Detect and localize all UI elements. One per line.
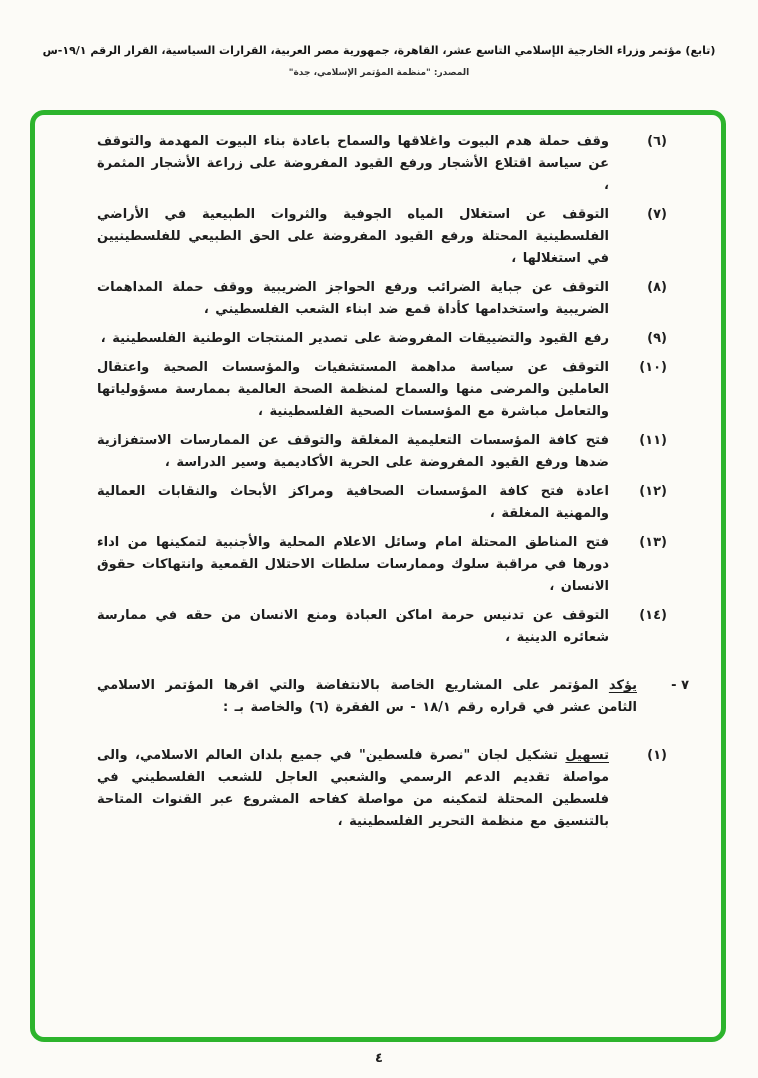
item-text: رفع القيود والتضييقات المفروضة على تصدير المنتجات الوطنية الفلسطينية ،	[100, 331, 609, 346]
item-text: التوقف عن جباية الضرائب ورفع الحواجز الضريبية ووقف حملة المداهمات الضريبية واستخدامها كأداة قمع ضد ابناء الشعب الفلسطيني ،	[97, 280, 609, 317]
item-number: (١٠)	[639, 360, 667, 375]
list-item	[97, 481, 667, 525]
item-number: (٨)	[647, 280, 667, 295]
item-number: (٦)	[647, 134, 667, 149]
list-item	[97, 328, 667, 350]
item-text: اعادة فتح كافة المؤسسات الصحافية ومراكز الأبحاث والنقابات العمالية والمهنية المغلقة ،	[97, 484, 609, 521]
sub-list-item	[97, 745, 667, 833]
list-item	[97, 532, 667, 598]
list-item	[97, 357, 667, 423]
document-source: المصدر: "منظمة المؤتمر الإسلامي، جدة"	[288, 68, 470, 78]
section-7	[97, 675, 689, 719]
section-number: ٧ -	[671, 678, 689, 693]
item-text	[97, 745, 609, 833]
item-number: (١)	[647, 748, 667, 763]
sub-rest: تشكيل لجان "نصرة فلسطين" في جميع بلدان العالم الاسلامي، والى مواصلة تقديم الدعم الرسمي والشعبي العاجل للشعب الفلسطيني في فلسطين المحتلة لتمكينه من مواصلة كفاحه المشروع عبر القنوات المتاحة بالتنسيق مع منظمة التحرير الفلسطينية ،	[97, 748, 609, 829]
list-item	[97, 430, 667, 474]
page-number: ٤	[375, 1051, 383, 1066]
item-text: وقف حملة هدم البيوت واغلاقها والسماح باعادة بناء البيوت المهدمة والتوقف عن سياسة اقتلاع الأشجار ورفع القيود المفروضة على زراعة الأشجار المثمرة ،	[97, 134, 609, 193]
list-item	[97, 131, 667, 197]
item-number: (١٣)	[639, 535, 667, 550]
item-number: (١١)	[639, 433, 667, 448]
item-text: التوقف عن استغلال المياه الجوفية والثروات الطبيعية في الأراضي الفلسطينية المحتلة ورفع القيود المفروضة على الحق الطبيعي للفلسطينيين في استغلالها ،	[97, 207, 609, 266]
item-text: فتح كافة المؤسسات التعليمية المغلقة والتوقف عن الممارسات الاستفزازية ضدها ورفع القيود المفروضة على الحرية الأكاديمية وسير الدراسة ،	[97, 433, 609, 470]
item-text: فتح المناطق المحتلة امام وسائل الاعلام المحلية والأجنبية لتمكينها من اداء دورها في مراقبة سلوك وممارسات سلطات الاحتلال القمعية وانتهاكات حقوق الانسان ،	[97, 535, 609, 594]
item-number: (٩)	[647, 331, 667, 346]
item-text: التوقف عن سياسة مداهمة المستشفيات والمؤسسات الصحية واعتقال العاملين والمرضى منها والسماح لمنظمة الصحة العالمية بممارسة مسؤولياتها والتعامل مباشرة مع المؤسسات الصحية الفلسطينية ،	[97, 360, 609, 419]
item-text: التوقف عن تدنيس حرمة اماكن العبادة ومنع الانسان من حقه في ممارسة شعائره الدينية ،	[97, 608, 609, 645]
item-number: (٧)	[647, 207, 667, 222]
list-item	[97, 204, 667, 270]
section-rest: المؤتمر على المشاريع الخاصة بالانتفاضة والتي اقرها المؤتمر الاسلامي الثامن عشر في قراره رقم ١٨/١ - س الفقرة (٦) والخاصة بـ :	[97, 678, 637, 715]
list-item	[97, 277, 667, 321]
item-number: (١٤)	[639, 608, 667, 623]
section-text	[97, 675, 637, 719]
list-item	[97, 605, 667, 649]
document-header: (تابع) مؤتمر وزراء الخارجية الإسلامي التاسع عشر، القاهرة، جمهورية مصر العربية، القرارات السياسية، القرار الرقم ١٩/١-س	[42, 44, 716, 57]
sub-lead-underlined: تسهيل	[565, 748, 609, 763]
section-lead-underlined: يؤكد	[608, 678, 637, 693]
content-frame	[30, 110, 726, 1042]
item-number: (١٢)	[639, 484, 667, 499]
